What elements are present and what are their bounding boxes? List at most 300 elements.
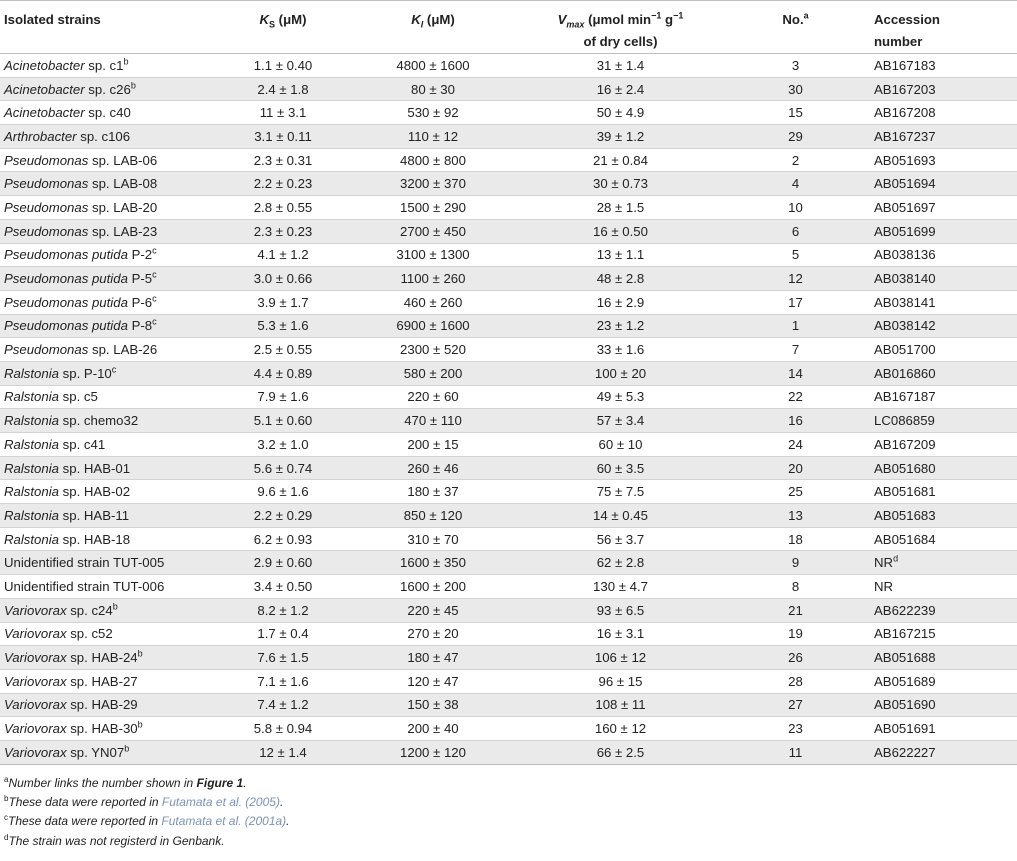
ki-cell: 1100 ± 260	[348, 267, 518, 291]
strain-cell	[0, 527, 218, 551]
footnote-marker: d	[893, 553, 899, 564]
accession-cell	[868, 54, 1017, 78]
ki-cell: 4800 ± 1600	[348, 54, 518, 78]
strain-cell	[0, 101, 218, 125]
strain-name: sp. c24	[66, 602, 113, 618]
accession-cell	[868, 196, 1017, 220]
strain-cell	[0, 622, 218, 646]
strain-name: Unidentified strain TUT-005	[4, 555, 165, 571]
vmax-cell: 33 ± 1.6	[518, 338, 723, 362]
table-row	[0, 409, 1017, 433]
ks-cell: 12 ± 1.4	[218, 740, 348, 764]
table-row	[0, 196, 1017, 220]
strain-genus: Pseudomonas	[4, 342, 89, 358]
table-row	[0, 480, 1017, 504]
number-cell: 23	[723, 717, 868, 741]
strain-cell	[0, 125, 218, 149]
accession-number: AB051683	[874, 507, 936, 523]
ki-cell: 150 ± 38	[348, 693, 518, 717]
strain-name: P-2	[127, 247, 153, 263]
strain-name: sp. HAB-18	[58, 531, 131, 547]
ki-cell: 220 ± 60	[348, 385, 518, 409]
accession-number: AB167209	[874, 436, 936, 452]
vmax-cell: 48 ± 2.8	[518, 267, 723, 291]
footnote-marker: b	[130, 80, 136, 91]
accession-number: AB051694	[874, 176, 936, 192]
table-body	[0, 54, 1017, 765]
number-cell: 18	[723, 527, 868, 551]
strain-cell	[0, 693, 218, 717]
ki-cell: 1600 ± 200	[348, 575, 518, 599]
accession-cell	[868, 740, 1017, 764]
strain-name: sp. HAB-24	[66, 650, 138, 666]
accession-number: AB051691	[874, 721, 936, 737]
table-row	[0, 148, 1017, 172]
accession-cell	[868, 693, 1017, 717]
accession-number: AB051690	[874, 697, 936, 713]
strain-genus: Variovorax	[4, 673, 67, 689]
strain-genus: Pseudomonas putida	[4, 318, 128, 334]
table-row	[0, 314, 1017, 338]
strain-name: sp. c26	[84, 81, 131, 97]
ki-cell: 180 ± 47	[348, 646, 518, 670]
table-row	[0, 77, 1017, 101]
number-cell: 26	[723, 646, 868, 670]
strain-genus: Ralstonia	[4, 389, 59, 405]
vmax-cell: 28 ± 1.5	[518, 196, 723, 220]
ks-cell: 3.0 ± 0.66	[218, 267, 348, 291]
strain-genus: Arthrobacter	[4, 128, 77, 144]
table-row	[0, 125, 1017, 149]
strain-name: sp. HAB-29	[66, 697, 138, 713]
footnote-d: $^d$The strain was not registerd in Genbank.	[4, 832, 225, 848]
table-row	[0, 740, 1017, 764]
ks-cell: 4.1 ± 1.2	[218, 243, 348, 267]
vmax-cell: 50 ± 4.9	[518, 101, 723, 125]
strain-cell	[0, 77, 218, 101]
vmax-cell: 30 ± 0.73	[518, 172, 723, 196]
vmax-cell: 23 ± 1.2	[518, 314, 723, 338]
strain-cell	[0, 480, 218, 504]
number-cell: 29	[723, 125, 868, 149]
strain-name: sp. YN07	[66, 744, 125, 760]
vmax-cell: 96 ± 15	[518, 669, 723, 693]
strain-genus: Variovorax	[4, 744, 67, 760]
table-row	[0, 219, 1017, 243]
reference-link[interactable]: Futamata et al. (2001a)	[161, 814, 287, 829]
strain-cell	[0, 267, 218, 291]
table-row	[0, 575, 1017, 599]
number-cell: 5	[723, 243, 868, 267]
accession-cell	[868, 598, 1017, 622]
strain-name: sp. c106	[76, 128, 131, 144]
accession-number: LC086859	[874, 413, 935, 429]
strain-genus: Ralstonia	[4, 531, 59, 547]
accession-number: AB167208	[874, 105, 936, 121]
vmax-cell: 49 ± 5.3	[518, 385, 723, 409]
accession-number: AB038136	[874, 247, 936, 263]
vmax-cell: 60 ± 10	[518, 433, 723, 457]
ks-cell: 6.2 ± 0.93	[218, 527, 348, 551]
accession-number: AB051688	[874, 650, 936, 666]
strain-name: P-6	[127, 294, 153, 310]
accession-number: AB051697	[874, 199, 936, 215]
ks-cell: 2.2 ± 0.23	[218, 172, 348, 196]
accession-number: AB051699	[874, 223, 936, 239]
number-cell: 24	[723, 433, 868, 457]
table-row	[0, 504, 1017, 528]
footnote-marker: c	[152, 269, 157, 280]
ki-cell: 80 ± 30	[348, 77, 518, 101]
col-header-ki: $K_I$ (μM)	[348, 1, 518, 54]
table-row	[0, 243, 1017, 267]
strain-genus: Pseudomonas	[4, 223, 89, 239]
ki-cell: 3200 ± 370	[348, 172, 518, 196]
ki-cell: 470 ± 110	[348, 409, 518, 433]
strain-name: sp. HAB-27	[66, 673, 138, 689]
footnote-marker: b	[137, 648, 143, 659]
table-row	[0, 54, 1017, 78]
ki-cell: 200 ± 15	[348, 433, 518, 457]
accession-number: AB167237	[874, 128, 936, 144]
ki-cell: 260 ± 46	[348, 456, 518, 480]
accession-number: AB051680	[874, 460, 936, 476]
strain-name: sp. LAB-06	[88, 152, 158, 168]
number-cell: 10	[723, 196, 868, 220]
ki-cell: 6900 ± 1600	[348, 314, 518, 338]
accession-number: AB051700	[874, 342, 936, 358]
ks-cell: 2.3 ± 0.31	[218, 148, 348, 172]
ki-cell: 2300 ± 520	[348, 338, 518, 362]
vmax-cell: 16 ± 2.9	[518, 290, 723, 314]
strain-genus: Acinetobacter	[4, 57, 85, 73]
strain-cell	[0, 196, 218, 220]
number-cell: 3	[723, 54, 868, 78]
strain-cell	[0, 172, 218, 196]
accession-cell	[868, 504, 1017, 528]
strain-cell	[0, 409, 218, 433]
strain-name: Unidentified strain TUT-006	[4, 578, 165, 594]
table-row	[0, 646, 1017, 670]
ki-cell: 1600 ± 350	[348, 551, 518, 575]
col-header-no: No.$^a$	[723, 1, 868, 54]
footnote-marker: c	[152, 317, 157, 328]
strain-cell	[0, 740, 218, 764]
footnote-marker: b	[123, 56, 129, 67]
ks-cell: 1.7 ± 0.4	[218, 622, 348, 646]
ks-cell: 3.2 ± 1.0	[218, 433, 348, 457]
accession-cell	[868, 243, 1017, 267]
accession-cell	[868, 669, 1017, 693]
strain-genus: Ralstonia	[4, 484, 59, 500]
vmax-cell: 160 ± 12	[518, 717, 723, 741]
accession-number: AB167203	[874, 81, 936, 97]
strain-cell	[0, 290, 218, 314]
strain-genus: Pseudomonas putida	[4, 294, 128, 310]
vmax-cell: 21 ± 0.84	[518, 148, 723, 172]
accession-cell	[868, 148, 1017, 172]
ki-cell: 1500 ± 290	[348, 196, 518, 220]
ks-cell: 2.4 ± 1.8	[218, 77, 348, 101]
number-cell: 28	[723, 669, 868, 693]
ki-cell: 310 ± 70	[348, 527, 518, 551]
number-cell: 16	[723, 409, 868, 433]
table-row	[0, 267, 1017, 291]
strain-genus: Ralstonia	[4, 413, 59, 429]
strain-name: sp. c40	[84, 105, 131, 121]
strain-genus: Pseudomonas	[4, 176, 89, 192]
ki-cell: 4800 ± 800	[348, 148, 518, 172]
accession-cell	[868, 338, 1017, 362]
strain-cell	[0, 551, 218, 575]
number-cell: 12	[723, 267, 868, 291]
footnote-marker: c	[152, 293, 157, 304]
vmax-cell: 31 ± 1.4	[518, 54, 723, 78]
strain-genus: Ralstonia	[4, 507, 59, 523]
vmax-cell: 57 ± 3.4	[518, 409, 723, 433]
number-cell: 30	[723, 77, 868, 101]
accession-number: AB051684	[874, 531, 936, 547]
strain-name: sp. c1	[84, 57, 124, 73]
number-cell: 2	[723, 148, 868, 172]
strain-name: sp. c52	[66, 626, 113, 642]
strain-name: sp. LAB-26	[88, 342, 158, 358]
footnote-b: $^b$These data were reported in Futamata et al. (2005).	[4, 793, 284, 809]
strain-cell	[0, 54, 218, 78]
strain-cell	[0, 338, 218, 362]
strain-genus: Ralstonia	[4, 436, 59, 452]
strain-cell	[0, 314, 218, 338]
number-cell: 17	[723, 290, 868, 314]
accession-cell	[868, 361, 1017, 385]
vmax-cell: 14 ± 0.45	[518, 504, 723, 528]
strain-name: P-5	[127, 271, 153, 287]
footnote-marker: b	[112, 601, 118, 612]
footnote-a: $^a$Number links the number shown in Figure 1.	[4, 774, 247, 790]
accession-number: AB622227	[874, 744, 936, 760]
ki-cell: 120 ± 47	[348, 669, 518, 693]
footnote-marker: c	[152, 245, 157, 256]
strain-name: sp. P-10	[58, 365, 112, 381]
accession-cell	[868, 172, 1017, 196]
strain-name: sp. c5	[58, 389, 98, 405]
ki-cell: 2700 ± 450	[348, 219, 518, 243]
ks-cell: 7.1 ± 1.6	[218, 669, 348, 693]
number-cell: 15	[723, 101, 868, 125]
table-row	[0, 456, 1017, 480]
table-row	[0, 338, 1017, 362]
footnote-marker: c	[111, 364, 117, 375]
vmax-cell: 93 ± 6.5	[518, 598, 723, 622]
accession-number: NR	[874, 555, 894, 571]
ki-cell: 3100 ± 1300	[348, 243, 518, 267]
number-cell: 20	[723, 456, 868, 480]
strain-cell	[0, 456, 218, 480]
strain-genus: Pseudomonas putida	[4, 271, 128, 287]
table-row	[0, 433, 1017, 457]
strain-name: sp. HAB-30	[66, 721, 138, 737]
accession-cell	[868, 480, 1017, 504]
strain-cell	[0, 669, 218, 693]
ki-cell: 200 ± 40	[348, 717, 518, 741]
strain-genus: Pseudomonas putida	[4, 247, 128, 263]
table-row	[0, 669, 1017, 693]
ki-cell: 850 ± 120	[348, 504, 518, 528]
number-cell: 4	[723, 172, 868, 196]
ks-cell: 5.6 ± 0.74	[218, 456, 348, 480]
strain-cell	[0, 504, 218, 528]
strain-cell	[0, 361, 218, 385]
ki-cell: 220 ± 45	[348, 598, 518, 622]
table-row	[0, 598, 1017, 622]
ki-cell: 270 ± 20	[348, 622, 518, 646]
ks-cell: 3.9 ± 1.7	[218, 290, 348, 314]
ks-cell: 3.4 ± 0.50	[218, 575, 348, 599]
strain-name: P-8	[127, 318, 153, 334]
accession-cell	[868, 290, 1017, 314]
ks-cell: 7.4 ± 1.2	[218, 693, 348, 717]
ki-cell: 460 ± 260	[348, 290, 518, 314]
strain-cell	[0, 385, 218, 409]
ks-cell: 5.1 ± 0.60	[218, 409, 348, 433]
accession-number: AB167183	[874, 57, 936, 73]
strain-genus: Pseudomonas	[4, 152, 89, 168]
strain-cell	[0, 219, 218, 243]
footnote-marker: b	[137, 719, 143, 730]
vmax-cell: 16 ± 0.50	[518, 219, 723, 243]
reference-link[interactable]: Futamata et al. (2005)	[161, 794, 280, 809]
vmax-cell: 106 ± 12	[518, 646, 723, 670]
accession-cell	[868, 385, 1017, 409]
accession-number: AB016860	[874, 365, 936, 381]
accession-cell	[868, 101, 1017, 125]
vmax-cell: 130 ± 4.7	[518, 575, 723, 599]
col-header-ks: $K_S$ (μM)	[218, 1, 348, 54]
ks-cell: 4.4 ± 0.89	[218, 361, 348, 385]
table-row	[0, 693, 1017, 717]
strain-genus: Ralstonia	[4, 365, 59, 381]
strain-cell	[0, 646, 218, 670]
number-cell: 22	[723, 385, 868, 409]
accession-cell	[868, 717, 1017, 741]
table-row	[0, 290, 1017, 314]
table-row	[0, 385, 1017, 409]
accession-number: AB622239	[874, 602, 936, 618]
ki-cell: 180 ± 37	[348, 480, 518, 504]
accession-cell	[868, 622, 1017, 646]
strain-cell	[0, 717, 218, 741]
accession-cell	[868, 125, 1017, 149]
strain-cell	[0, 575, 218, 599]
strain-genus: Variovorax	[4, 650, 67, 666]
accession-cell	[868, 433, 1017, 457]
accession-number: AB038142	[874, 318, 936, 334]
footnote-marker: b	[124, 743, 130, 754]
ks-cell: 2.8 ± 0.55	[218, 196, 348, 220]
table-header	[0, 1, 1017, 54]
strain-genus: Pseudomonas	[4, 199, 89, 215]
strain-genus: Variovorax	[4, 697, 67, 713]
strain-genus: Variovorax	[4, 721, 67, 737]
number-cell: 14	[723, 361, 868, 385]
footnote-c: $^c$These data were reported in Futamata et al. (2001a).	[4, 813, 290, 829]
vmax-cell: 13 ± 1.1	[518, 243, 723, 267]
vmax-cell: 66 ± 2.5	[518, 740, 723, 764]
vmax-cell: 75 ± 7.5	[518, 480, 723, 504]
accession-cell	[868, 527, 1017, 551]
accession-cell	[868, 77, 1017, 101]
strain-name: sp. LAB-20	[88, 199, 158, 215]
footnotes	[0, 765, 1017, 851]
col-header-strain: Isolated strains	[0, 1, 218, 54]
ks-cell: 5.3 ± 1.6	[218, 314, 348, 338]
ks-cell: 1.1 ± 0.40	[218, 54, 348, 78]
accession-number: AB167215	[874, 626, 936, 642]
strain-genus: Acinetobacter	[4, 105, 85, 121]
ks-cell: 8.2 ± 1.2	[218, 598, 348, 622]
strain-genus: Variovorax	[4, 602, 67, 618]
ks-cell: 7.6 ± 1.5	[218, 646, 348, 670]
vmax-cell: 62 ± 2.8	[518, 551, 723, 575]
strain-name: sp. LAB-23	[88, 223, 158, 239]
accession-number: AB038141	[874, 294, 936, 310]
ks-cell: 3.1 ± 0.11	[218, 125, 348, 149]
strain-cell	[0, 433, 218, 457]
number-cell: 9	[723, 551, 868, 575]
accession-cell	[868, 219, 1017, 243]
accession-cell	[868, 646, 1017, 670]
vmax-cell: 16 ± 3.1	[518, 622, 723, 646]
strain-name: sp. chemo32	[58, 413, 139, 429]
table-row	[0, 551, 1017, 575]
number-cell: 8	[723, 575, 868, 599]
number-cell: 1	[723, 314, 868, 338]
ks-cell: 2.3 ± 0.23	[218, 219, 348, 243]
accession-number: NR	[874, 578, 894, 594]
accession-number: AB051689	[874, 673, 936, 689]
accession-number: AB051693	[874, 152, 936, 168]
col-header-vmax: $V_{max}$ (μmol $\min^{-1} g^{-1}$ of dry cells)	[518, 1, 723, 54]
ki-cell: 110 ± 12	[348, 125, 518, 149]
vmax-cell: 100 ± 20	[518, 361, 723, 385]
strain-name: sp. c41	[58, 436, 106, 452]
ks-cell: 2.2 ± 0.29	[218, 504, 348, 528]
strain-name: sp. HAB-01	[58, 460, 131, 476]
table-row	[0, 527, 1017, 551]
vmax-cell: 60 ± 3.5	[518, 456, 723, 480]
accession-number: AB038140	[874, 271, 936, 287]
table-row	[0, 101, 1017, 125]
number-cell: 27	[723, 693, 868, 717]
accession-cell	[868, 267, 1017, 291]
accession-cell	[868, 575, 1017, 599]
ks-cell: 9.6 ± 1.6	[218, 480, 348, 504]
table-row	[0, 361, 1017, 385]
number-cell: 6	[723, 219, 868, 243]
strain-name: sp. HAB-11	[58, 507, 130, 523]
number-cell: 11	[723, 740, 868, 764]
vmax-cell: 56 ± 3.7	[518, 527, 723, 551]
table-row	[0, 622, 1017, 646]
accession-cell	[868, 456, 1017, 480]
ks-cell: 2.5 ± 0.55	[218, 338, 348, 362]
ki-cell: 1200 ± 120	[348, 740, 518, 764]
strain-name: sp. HAB-02	[58, 484, 131, 500]
vmax-cell: 16 ± 2.4	[518, 77, 723, 101]
accession-number: AB051681	[874, 484, 936, 500]
strain-cell	[0, 243, 218, 267]
ks-cell: 2.9 ± 0.60	[218, 551, 348, 575]
